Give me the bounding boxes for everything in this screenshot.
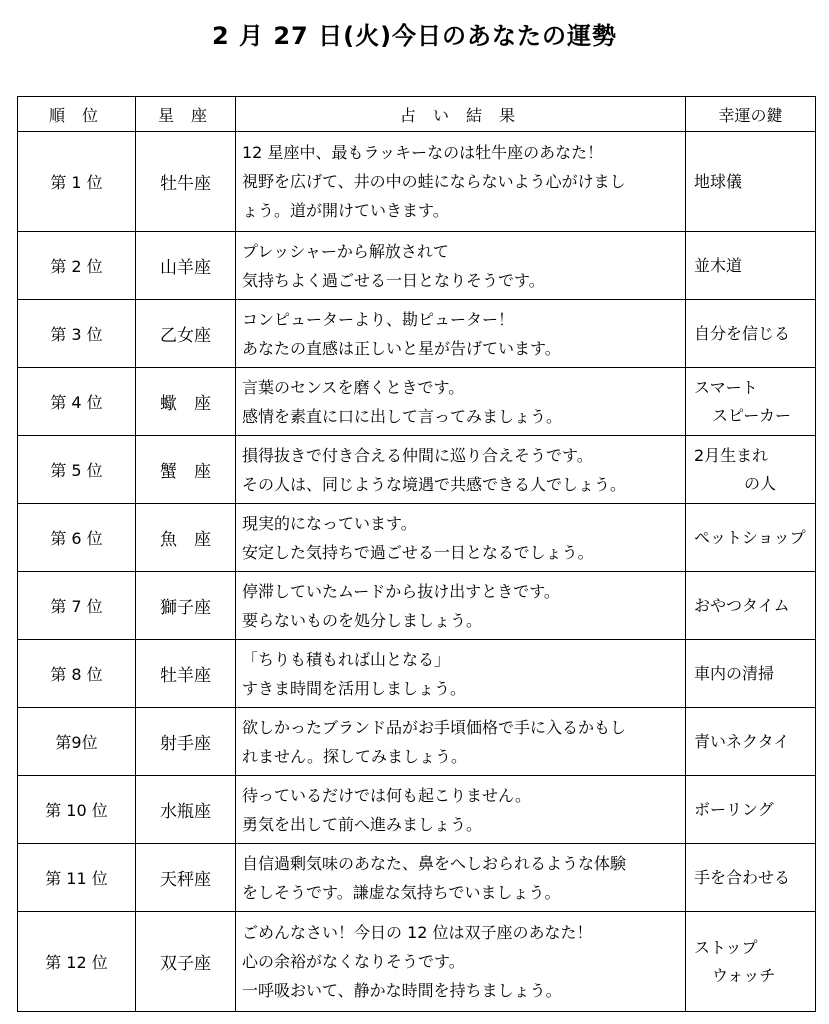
result-cell [236, 132, 686, 232]
table-row [18, 436, 816, 504]
sign-cell: 射手座 [136, 708, 236, 776]
table-row [18, 776, 816, 844]
result-cell [236, 504, 686, 572]
lucky-key-line: 2月生まれ [694, 445, 769, 465]
sign-cell: 蠍 座 [136, 368, 236, 436]
result-line: ごめんなさい！今日の 12 位は双子座のあなた！ [242, 923, 593, 942]
sign-cell: 牡牛座 [136, 132, 236, 232]
lucky-key-line: 手を合わせる [694, 867, 791, 887]
result-cell [236, 232, 686, 300]
lucky-key-line: スピーカー [712, 405, 792, 425]
result-cell [236, 912, 686, 1012]
lucky-key-cell [686, 776, 816, 844]
lucky-key-line: の人 [744, 473, 777, 493]
sign-cell: 牡羊座 [136, 640, 236, 708]
lucky-key-line: ストップ [694, 937, 758, 957]
rank-cell: 第 10 位 [18, 776, 136, 844]
result-line: 感情を素直に口に出して言ってみましょう。 [242, 406, 563, 426]
result-line: れません。探してみましょう。 [242, 746, 467, 766]
rank-cell: 第 5 位 [18, 436, 136, 504]
lucky-key-cell [686, 300, 816, 368]
result-line: 欲しかったブランド品がお手頃価格で手に入るかもし [242, 717, 627, 737]
result-line: コンピューターより、勘ピューター！ [242, 309, 515, 329]
sign-cell: 山羊座 [136, 232, 236, 300]
sign-cell: 蟹 座 [136, 436, 236, 504]
header-sign: 星 座 [136, 97, 236, 132]
result-line: 心の余裕がなくなりそうです。 [242, 952, 465, 971]
sign-cell: 双子座 [136, 912, 236, 1012]
result-cell [236, 572, 686, 640]
header-rank: 順 位 [18, 97, 136, 132]
sign-cell: 水瓶座 [136, 776, 236, 844]
lucky-key-cell [686, 232, 816, 300]
lucky-key-cell [686, 844, 816, 912]
result-line: 損得抜きで付き合える仲間に巡り合えそうです。 [242, 445, 593, 465]
sign-cell: 天秤座 [136, 844, 236, 912]
rank-cell: 第 11 位 [18, 844, 136, 912]
result-cell [236, 708, 686, 776]
lucky-key-line: ペットショップ [694, 527, 806, 547]
rank-cell: 第 4 位 [18, 368, 136, 436]
lucky-key-cell [686, 132, 816, 232]
result-cell [236, 844, 686, 912]
lucky-key-cell [686, 640, 816, 708]
result-line: 安定した気持ちで過ごせる一日となるでしょう。 [242, 542, 594, 562]
rank-cell: 第 8 位 [18, 640, 136, 708]
result-line: 言葉のセンスを磨くときです。 [242, 377, 465, 397]
result-cell [236, 776, 686, 844]
lucky-key-cell [686, 368, 816, 436]
result-cell [236, 300, 686, 368]
table-row [18, 300, 816, 368]
result-line: 現実的になっています。 [242, 513, 417, 533]
lucky-key-cell [686, 572, 816, 640]
table-row [18, 132, 816, 232]
table-row [18, 368, 816, 436]
lucky-key-line: 並木道 [694, 255, 743, 275]
lucky-key-line: 青いネクタイ [694, 731, 790, 751]
table-header-row [18, 97, 816, 132]
page-title: 2 月 27 日(火)今日のあなたの運勢 [211, 22, 618, 50]
table-row [18, 504, 816, 572]
lucky-key-cell [686, 708, 816, 776]
result-line: 要らないものを処分しましょう。 [242, 610, 483, 630]
lucky-key-line: ボーリング [694, 799, 774, 819]
result-cell [236, 368, 686, 436]
result-line: 勇気を出して前へ進みましょう。 [242, 814, 483, 834]
fortune-table [17, 96, 816, 1012]
lucky-key-line: 地球儀 [694, 171, 743, 191]
table-row [18, 572, 816, 640]
lucky-key-line: おやつタイム [694, 595, 790, 615]
result-line: をしそうです。謙虚な気持ちでいましょう。 [242, 882, 561, 902]
lucky-key-cell [686, 912, 816, 1012]
table-row [18, 640, 816, 708]
header-result: 占 い 結 果 [236, 97, 686, 132]
table-row [18, 232, 816, 300]
result-line: 停滞していたムードから抜け出すときです。 [242, 581, 560, 601]
rank-cell: 第 7 位 [18, 572, 136, 640]
rank-cell: 第 2 位 [18, 232, 136, 300]
rank-cell: 第 6 位 [18, 504, 136, 572]
header-lucky-key: 幸運の鍵 [686, 97, 816, 132]
result-line: 視野を広げて、井の中の蛙にならないよう心がけまし [242, 172, 626, 191]
table-row [18, 912, 816, 1012]
lucky-key-line: 自分を信じる [694, 323, 791, 343]
result-line: 12 星座中、最もラッキーなのは牡牛座のあなた！ [242, 143, 604, 162]
table-row [18, 708, 816, 776]
lucky-key-line: スマート [694, 377, 758, 397]
result-line: 気持ちよく過ごせる一日となりそうです。 [242, 270, 545, 290]
result-cell [236, 640, 686, 708]
result-line: プレッシャーから解放されて [242, 241, 449, 261]
result-line: 待っているだけでは何も起こりません。 [242, 785, 531, 805]
result-line: 一呼吸おいて、静かな時間を持ちましょう。 [242, 981, 562, 1000]
lucky-key-cell [686, 504, 816, 572]
sign-cell: 乙女座 [136, 300, 236, 368]
lucky-key-line: 車内の清掃 [694, 663, 775, 683]
result-line: ょう。道が開けていきます。 [242, 201, 449, 220]
rank-cell: 第 12 位 [18, 912, 136, 1012]
rank-cell: 第 3 位 [18, 300, 136, 368]
result-line: その人は、同じような境遇で共感できる人でしょう。 [242, 474, 627, 494]
lucky-key-cell [686, 436, 816, 504]
rank-cell: 第9位 [18, 708, 136, 776]
rank-cell: 第 1 位 [18, 132, 136, 232]
lucky-key-line: ウォッチ [712, 965, 776, 985]
result-cell [236, 436, 686, 504]
result-line: あなたの直感は正しいと星が告げています。 [242, 338, 561, 358]
result-line: 自信過剰気味のあなた、鼻をへしおられるような体験 [242, 853, 627, 873]
sign-cell: 魚 座 [136, 504, 236, 572]
result-line: 「ちりも積もれば山となる」 [242, 649, 451, 669]
result-line: すきま時間を活用しましょう。 [242, 678, 467, 698]
table-row [18, 844, 816, 912]
sign-cell: 獅子座 [136, 572, 236, 640]
